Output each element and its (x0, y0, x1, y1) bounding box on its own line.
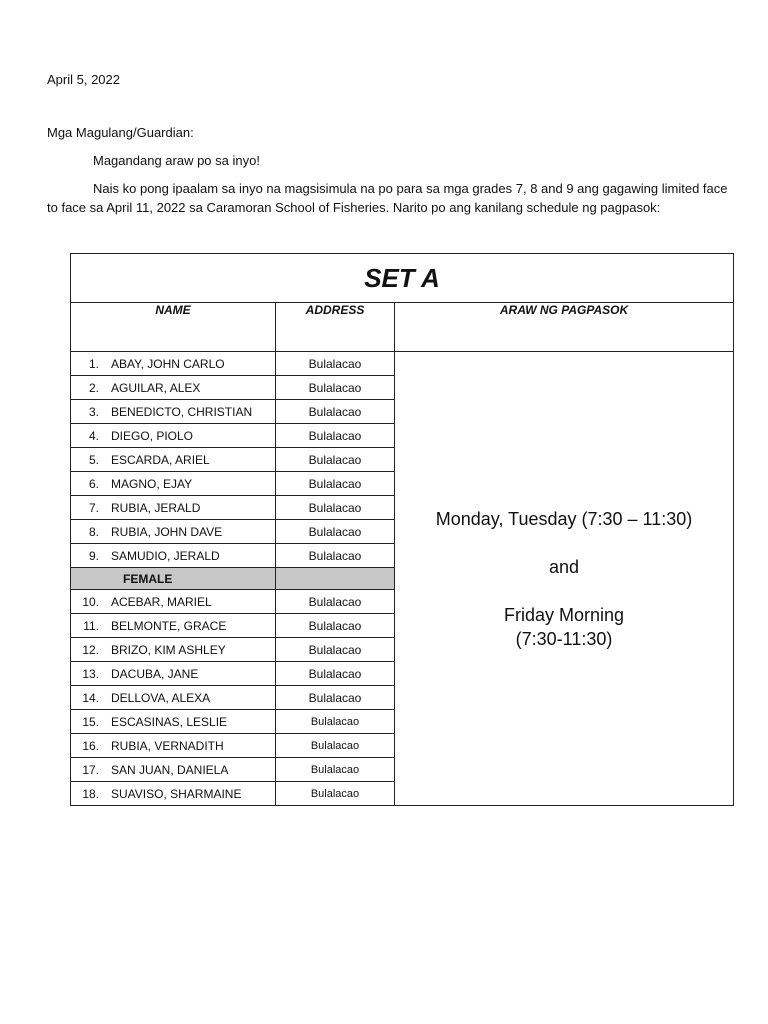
student-address: Bulalacao (276, 614, 395, 638)
student-address: Bulalacao (276, 662, 395, 686)
female-label: FEMALE (71, 568, 276, 590)
student-address: Bulalacao (276, 782, 395, 806)
schedule-table (70, 253, 734, 806)
student-name: RUBIA, JERALD (111, 500, 201, 515)
row-number: 5. (88, 452, 99, 467)
student-name: AGUILAR, ALEX (111, 380, 201, 395)
schedule-cell (395, 352, 734, 806)
row-number: 7. (88, 500, 99, 515)
schedule-days: Monday, Tuesday (7:30 – 11:30) (435, 508, 693, 529)
student-address: Bulalacao (276, 544, 395, 568)
row-number: 18. (82, 786, 99, 801)
header-schedule: ARAW NG PAGPASOK (395, 303, 734, 352)
student-name: BELMONTE, GRACE (111, 618, 227, 633)
paragraph-line-1: Nais ko pong ipaalam sa inyo na magsisimula na po para sa mga grades 7, 8 and 9 ang gagawing limited face (93, 181, 728, 196)
student-address: Bulalacao (276, 496, 395, 520)
student-name: DIEGO, PIOLO (111, 428, 194, 443)
row-number: 8. (88, 524, 99, 539)
row-number: 15. (82, 714, 99, 729)
student-address: Bulalacao (276, 590, 395, 614)
student-address: Bulalacao (276, 520, 395, 544)
letter-salutation: Magandang araw po sa inyo! (93, 153, 260, 168)
table-title: SET A (71, 254, 734, 303)
student-name: BENEDICTO, CHRISTIAN (111, 404, 253, 419)
student-name: SUAVISO, SHARMAINE (111, 786, 242, 801)
student-name: BRIZO, KIM ASHLEY (111, 642, 226, 657)
row-number: 16. (82, 738, 99, 753)
letter-date: April 5, 2022 (47, 72, 120, 87)
student-address: Bulalacao (276, 352, 395, 376)
header-name: NAME (71, 303, 276, 352)
row-number: 11. (83, 618, 99, 633)
student-name: RUBIA, VERNADITH (111, 738, 224, 753)
row-number: 12. (82, 642, 99, 657)
student-address: Bulalacao (276, 686, 395, 710)
student-name: DELLOVA, ALEXA (111, 690, 211, 705)
student-name: SAN JUAN, DANIELA (111, 762, 229, 777)
student-name: MAGNO, EJAY (111, 476, 193, 491)
student-address: Bulalacao (276, 734, 395, 758)
student-name: ABAY, JOHN CARLO (111, 356, 225, 371)
letter-greeting: Mga Magulang/Guardian: (47, 125, 194, 140)
female-address-blank (276, 568, 395, 590)
row-number: 3. (88, 404, 99, 419)
student-name: ESCASINAS, LESLIE (111, 714, 228, 729)
student-address: Bulalacao (276, 710, 395, 734)
row-number: 17. (82, 762, 99, 777)
student-address: Bulalacao (276, 472, 395, 496)
row-number: 2. (88, 380, 99, 395)
student-name: SAMUDIO, JERALD (111, 548, 220, 563)
header-row (71, 303, 734, 352)
student-name: RUBIA, JOHN DAVE (111, 524, 223, 539)
row-number: 10. (82, 594, 99, 609)
schedule-and: and (548, 556, 580, 577)
student-address: Bulalacao (276, 400, 395, 424)
schedule-friday: Friday Morning (503, 604, 625, 625)
row-number: 1. (88, 356, 99, 371)
table-row (71, 352, 734, 376)
row-number: 14. (82, 690, 99, 705)
student-name: ACEBAR, MARIEL (111, 594, 212, 609)
student-address: Bulalacao (276, 448, 395, 472)
student-address: Bulalacao (276, 376, 395, 400)
student-address: Bulalacao (276, 758, 395, 782)
row-number: 13. (82, 666, 99, 681)
schedule-friday-time: (7:30-11:30) (515, 628, 613, 649)
student-name: DACUBA, JANE (111, 666, 199, 681)
row-number: 9. (88, 548, 99, 563)
student-name: ESCARDA, ARIEL (111, 452, 210, 467)
student-address: Bulalacao (276, 424, 395, 448)
paragraph-line-2: to face sa April 11, 2022 sa Caramoran School of Fisheries. Narito po ang kanilang schedule ng pagpasok: (47, 200, 661, 215)
letter-paragraph (47, 179, 727, 217)
row-number: 4. (88, 428, 99, 443)
header-address: ADDRESS (276, 303, 395, 352)
student-address: Bulalacao (276, 638, 395, 662)
row-number: 6. (88, 476, 99, 491)
